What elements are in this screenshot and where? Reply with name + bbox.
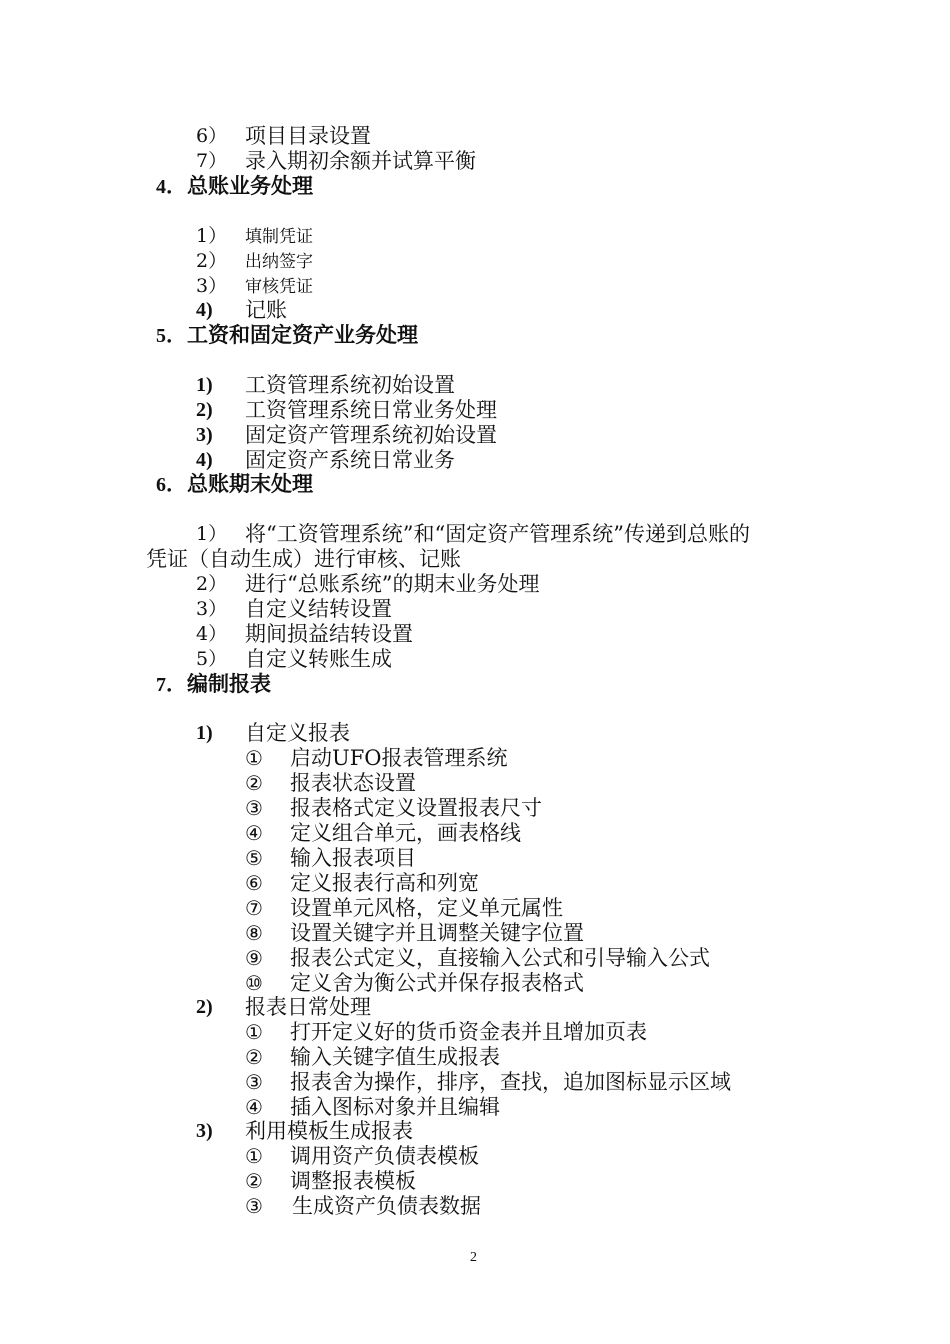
circled-number: ①	[245, 1144, 263, 1168]
circled-number: ⑩	[245, 971, 263, 995]
sub-list-text: 定义组合单元，画表格线	[290, 821, 521, 845]
list-text: 利用模板生成报表	[245, 1119, 413, 1143]
list-text: 进行“总账系统”的期末业务处理	[245, 572, 540, 596]
heading-text: 总账期末处理	[187, 472, 313, 496]
sub-list-text: 输入关键字值生成报表	[290, 1045, 500, 1069]
section-heading	[156, 672, 271, 698]
list-number: 3)	[196, 1120, 213, 1142]
sub-list-text: 调用资产负债表模板	[290, 1144, 479, 1168]
list-number: 2）	[196, 573, 228, 595]
sub-list-text: 设置单元风格，定义单元属性	[290, 896, 563, 920]
list-number: 6）	[196, 125, 228, 147]
list-number: 2)	[196, 399, 213, 421]
sub-list-text: 报表舍为操作，排序，查找，追加图标显示区域	[290, 1070, 731, 1094]
circled-number: ④	[245, 1095, 263, 1119]
circled-number: ④	[245, 821, 263, 845]
heading-dot: ．	[166, 672, 187, 696]
sub-list-text: 调整报表模板	[290, 1169, 416, 1193]
sub-list-text: 插入图标对象并且编辑	[290, 1095, 500, 1119]
list-text: 工资管理系统初始设置	[245, 373, 455, 397]
list-text: 项目目录设置	[245, 124, 371, 148]
list-number: 3)	[196, 424, 213, 446]
circled-number: ②	[245, 1045, 263, 1069]
section-heading	[156, 174, 313, 200]
circled-number: ③	[245, 1070, 263, 1094]
circled-number: ③	[245, 1194, 263, 1218]
heading-text: 总账业务处理	[187, 174, 313, 198]
list-text: 出纳签字	[245, 252, 313, 272]
list-number: 2）	[196, 250, 228, 272]
circled-number: ⑤	[245, 846, 263, 870]
heading-number: 7	[156, 674, 166, 696]
circled-number: ⑦	[245, 896, 263, 920]
list-number: 7）	[196, 150, 228, 172]
circled-number: ②	[245, 771, 263, 795]
list-number: 1）	[196, 523, 228, 545]
list-text: 记账	[245, 298, 287, 322]
sub-list-text: 报表状态设置	[290, 771, 416, 795]
list-number: 4)	[196, 299, 213, 321]
list-number: 3）	[196, 275, 228, 297]
circled-number: ③	[245, 796, 263, 820]
sub-list-text: 启动UFO报表管理系统	[290, 746, 508, 770]
circled-number: ①	[245, 746, 263, 770]
section-heading	[156, 472, 313, 498]
list-text: 将“工资管理系统”和“固定资产管理系统”传递到总账的	[245, 522, 750, 546]
section-heading	[156, 323, 418, 349]
heading-number: 4	[156, 176, 166, 198]
sub-list-text: 定义报表行高和列宽	[290, 871, 479, 895]
heading-dot: ．	[166, 174, 187, 198]
sub-list-text: 报表公式定义，直接输入公式和引导输入公式	[290, 946, 710, 970]
sub-list-text: 打开定义好的货币资金表并且增加页表	[290, 1020, 647, 1044]
circled-number: ②	[245, 1169, 263, 1193]
heading-number: 6	[156, 474, 166, 496]
list-number: 1）	[196, 225, 228, 247]
list-text: 报表日常处理	[245, 995, 371, 1019]
sub-list-text: 设置关键字并且调整关键字位置	[290, 921, 584, 945]
list-text: 自定义转账生成	[245, 647, 392, 671]
heading-dot: ．	[166, 323, 187, 347]
circled-number: ①	[245, 1020, 263, 1044]
sub-list-text: 输入报表项目	[290, 846, 416, 870]
list-text: 自定义结转设置	[245, 597, 392, 621]
circled-number: ⑧	[245, 921, 263, 945]
list-text: 固定资产管理系统初始设置	[245, 423, 497, 447]
sub-list-text: 定义舍为衡公式并保存报表格式	[290, 971, 584, 995]
list-number: 4）	[196, 623, 228, 645]
heading-dot: ．	[166, 472, 187, 496]
list-text: 期间损益结转设置	[245, 622, 413, 646]
list-number: 1)	[196, 374, 213, 396]
list-text: 审核凭证	[245, 277, 313, 297]
list-text: 固定资产系统日常业务	[245, 448, 455, 472]
list-text-continuation: 凭证（自动生成）进行审核、记账	[146, 547, 461, 571]
list-number: 5）	[196, 648, 228, 670]
list-number: 1)	[196, 722, 213, 744]
heading-text: 工资和固定资产业务处理	[187, 323, 418, 347]
list-text: 录入期初余额并试算平衡	[245, 149, 476, 173]
list-text: 工资管理系统日常业务处理	[245, 398, 497, 422]
circled-number: ⑨	[245, 946, 263, 970]
circled-number: ⑥	[245, 871, 263, 895]
list-number: 4)	[196, 449, 213, 471]
heading-number: 5	[156, 325, 166, 347]
list-text: 填制凭证	[245, 227, 313, 247]
list-number: 2)	[196, 996, 213, 1018]
list-number: 3）	[196, 598, 228, 620]
heading-text: 编制报表	[187, 672, 271, 696]
sub-list-text: 生成资产负债表数据	[292, 1194, 481, 1218]
sub-list-text: 报表格式定义设置报表尺寸	[290, 796, 542, 820]
list-text: 自定义报表	[245, 721, 350, 745]
page-number: 2	[470, 1250, 477, 1265]
